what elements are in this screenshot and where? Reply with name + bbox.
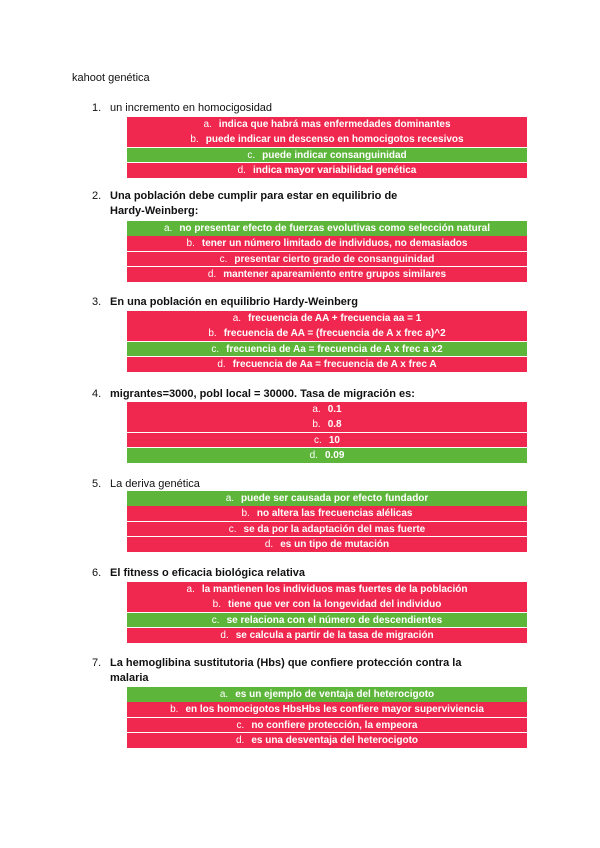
question-number: 2.	[92, 190, 102, 202]
answer-letter: b.	[241, 508, 250, 520]
answer-letter: b.	[212, 599, 221, 611]
answer-text: indica mayor variabilidad genética	[252, 164, 417, 176]
answer-text: indica que habrá mas enfermedades dominantes	[218, 119, 451, 130]
answer-option-wrong	[127, 597, 527, 612]
question-line: malaria	[110, 672, 149, 684]
answer-text: 0.1	[327, 404, 342, 415]
question-2-answers	[127, 221, 527, 282]
question-6-answers	[127, 582, 527, 643]
answer-letter: a.	[232, 313, 242, 324]
question-3-text	[92, 295, 532, 310]
answer-option-wrong	[127, 311, 527, 326]
answer-letter: c.	[236, 719, 245, 731]
answer-text: presentar cierto grado de consanguinidad	[234, 253, 435, 265]
answer-letter: d.	[220, 629, 229, 641]
answer-option-wrong	[127, 628, 527, 643]
question-line: Hardy-Weinberg:	[110, 205, 199, 217]
answer-option-correct	[127, 687, 527, 702]
answer-text: 0.8	[327, 419, 342, 431]
question-line: En una población en equilibrio Hardy-Weinberg	[110, 296, 358, 308]
answer-option-wrong	[127, 522, 527, 537]
answer-option-wrong	[127, 433, 527, 448]
answer-letter: c.	[219, 253, 228, 265]
answer-text: frecuencia de AA + frecuencia aa = 1	[248, 313, 422, 324]
answer-text: mantener apareamiento entre grupos similares	[223, 268, 447, 280]
answer-text: puede ser causada por efecto fundador	[241, 493, 429, 504]
question-line: La hemoglibina sustitutoria (Hbs) que confiere protección contra la	[110, 657, 462, 669]
answer-letter: b.	[208, 328, 217, 340]
answer-text: se da por la adaptación del mas fuerte	[243, 523, 426, 535]
answer-text: frecuencia de Aa = frecuencia de A x frec A	[232, 358, 437, 370]
answer-letter: d.	[207, 268, 217, 280]
answer-letter: d.	[217, 358, 226, 370]
answer-letter: d.	[309, 449, 318, 461]
answer-option-wrong	[127, 402, 527, 417]
answer-option-correct	[127, 221, 527, 236]
answer-option-wrong	[127, 357, 527, 372]
question-number: 1.	[92, 102, 102, 114]
answer-text: frecuencia de Aa = frecuencia de A x frec a x2	[226, 343, 443, 355]
answer-option-wrong	[127, 267, 527, 282]
answer-option-correct	[127, 148, 527, 163]
answer-option-wrong	[127, 733, 527, 748]
answer-letter: c.	[211, 614, 220, 626]
question-5-text	[92, 477, 532, 492]
question-line: El fitness o eficacia biológica relativa	[110, 567, 306, 579]
question-7-text	[92, 656, 532, 686]
question-number: 6.	[92, 567, 102, 579]
answer-text: 0.09	[324, 449, 345, 461]
question-line: un incremento en homocigosidad	[110, 102, 273, 114]
answer-text: tener un número limitado de individuos, no demasiados	[201, 238, 468, 250]
answer-letter: a.	[186, 584, 195, 595]
answer-option-correct	[127, 491, 527, 506]
answer-letter: c.	[228, 523, 237, 535]
question-7-answers	[127, 687, 527, 748]
question-1-answers	[127, 117, 527, 178]
answer-option-correct	[127, 613, 527, 628]
answer-text: frecuencia de AA = (frecuencia de A x frec a)^2	[223, 328, 446, 340]
answer-text: la mantienen los individuos mas fuertes de la población	[201, 584, 468, 595]
document-title: kahoot genética	[72, 72, 150, 84]
answer-letter: c.	[211, 343, 220, 355]
answer-text: no confiere protección, la empeora	[251, 719, 418, 731]
answer-option-wrong	[127, 582, 527, 597]
answer-letter: b.	[186, 238, 195, 250]
answer-text: puede indicar un descenso en homocigotos recesivos	[205, 134, 464, 146]
answer-letter: a.	[219, 689, 229, 700]
answer-text: no altera las frecuencias alélicas	[256, 508, 413, 520]
answer-letter: d.	[235, 734, 245, 746]
answer-letter: c.	[314, 434, 322, 446]
answer-option-wrong	[127, 326, 527, 341]
answer-text: se calcula a partir de la tasa de migración	[235, 629, 434, 641]
answer-letter: b.	[312, 419, 321, 431]
question-4-answers	[127, 402, 527, 463]
answer-option-wrong	[127, 702, 527, 717]
answer-option-wrong	[127, 236, 527, 251]
question-line: La deriva genética	[110, 478, 200, 490]
answer-letter: d.	[264, 538, 274, 550]
question-number: 7.	[92, 657, 102, 669]
answer-option-correct	[127, 342, 527, 357]
question-1-text	[92, 101, 532, 116]
answer-text: es una desventaja del heterocigoto	[251, 734, 419, 746]
answer-text: es un tipo de mutación	[280, 538, 390, 550]
answer-letter: a.	[312, 404, 321, 415]
answer-letter: a.	[203, 119, 212, 130]
answer-text: tiene que ver con la longevidad del individuo	[227, 599, 442, 611]
answer-text: es un ejemplo de ventaja del heterocigoto	[235, 689, 435, 700]
answer-option-wrong	[127, 417, 527, 432]
question-2-text	[92, 189, 532, 219]
answer-option-correct	[127, 448, 527, 463]
answer-option-wrong	[127, 117, 527, 132]
answer-letter: b.	[170, 704, 179, 716]
answer-letter: d.	[237, 164, 246, 176]
answer-letter: a.	[163, 223, 173, 234]
question-4-text	[92, 387, 532, 402]
answer-text: 10	[328, 434, 340, 446]
answer-text: se relaciona con el número de descendientes	[226, 614, 443, 626]
answer-option-wrong	[127, 537, 527, 552]
answer-option-wrong	[127, 252, 527, 267]
answer-option-wrong	[127, 506, 527, 521]
answer-text: en los homocigotos HbsHbs les confiere mayor superviviencia	[185, 704, 484, 716]
question-6-text	[92, 566, 532, 581]
answer-letter: a.	[225, 493, 235, 504]
question-5-answers	[127, 491, 527, 552]
answer-option-wrong	[127, 163, 527, 178]
question-number: 5.	[92, 478, 102, 490]
answer-letter: c.	[247, 149, 256, 161]
question-number: 3.	[92, 296, 102, 308]
question-line: migrantes=3000, pobl local = 30000. Tasa de migración es:	[110, 388, 415, 400]
answer-text: puede indicar consanguinidad	[262, 149, 407, 161]
answer-option-wrong	[127, 718, 527, 733]
answer-option-wrong	[127, 132, 527, 147]
answer-letter: b.	[190, 134, 199, 146]
answer-text: no presentar efecto de fuerzas evolutivas como selección natural	[179, 223, 490, 234]
question-line: Una población debe cumplir para estar en equilibrio de	[110, 190, 398, 202]
question-3-answers	[127, 311, 527, 372]
question-number: 4.	[92, 388, 102, 400]
